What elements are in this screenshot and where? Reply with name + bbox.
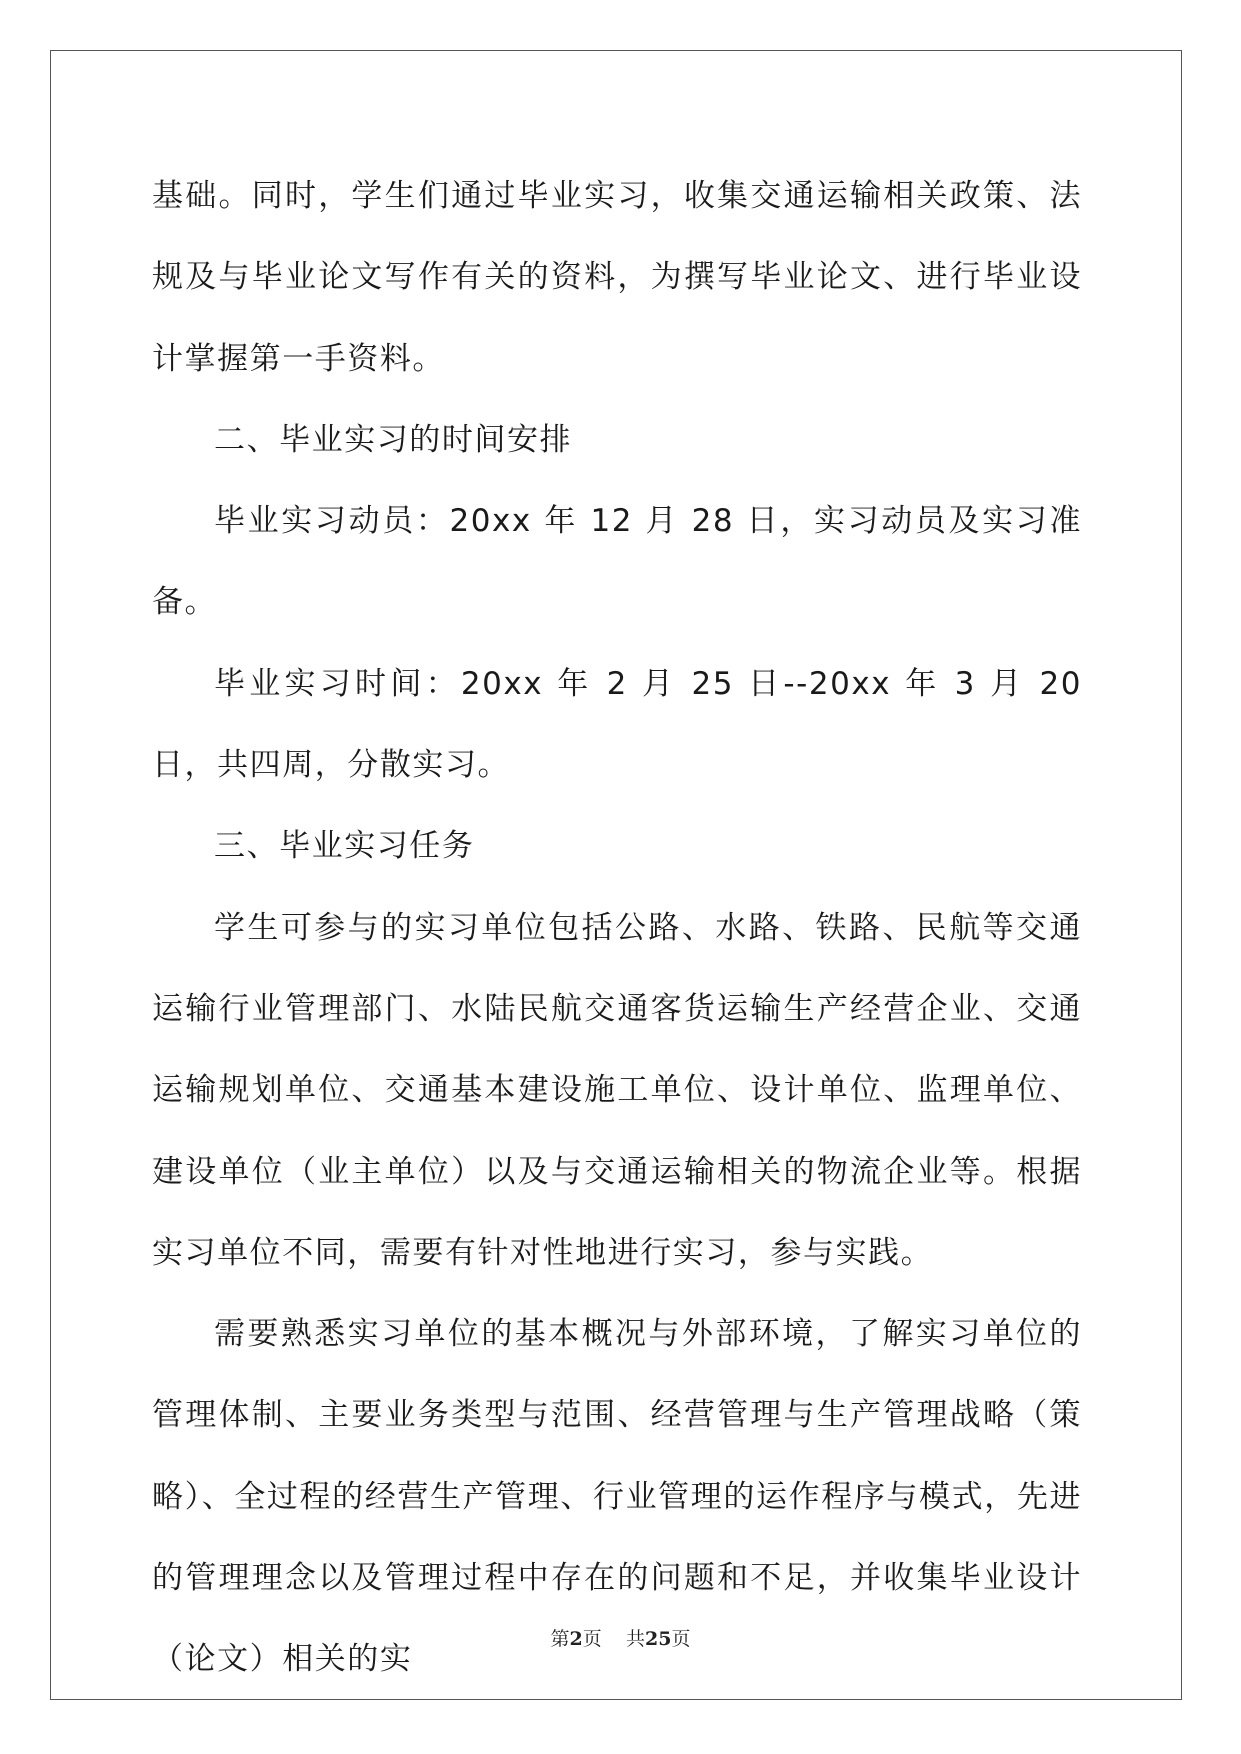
paragraph: 毕业实习动员：20xx 年 12 月 28 日，实习动员及实习准备。 <box>152 503 1082 621</box>
paragraph: 需要熟悉实习单位的基本概况与外部环境，了解实习单位的管理体制、主要业务类型与范围、经营管理与生产管理战略（策略）、全过程的经营生产管理、行业管理的运作程序与模式，先进的管理理念以及管理过程中存在的问题和不足，并收集毕业设计（论文）相关的实 <box>152 1316 1082 1678</box>
paragraph: 学生可参与的实习单位包括公路、水路、铁路、民航等交通运输行业管理部门、水陆民航交通客货运输生产经营企业、交通运输规划单位、交通基本建设施工单位、设计单位、监理单位、建设单位（业主单位）以及与交通运输相关的物流企业等。根据实习单位不同，需要有针对性地进行实习，参与实践。 <box>152 909 1082 1271</box>
paragraph: 基础。同时，学生们通过毕业实习，收集交通运输相关政策、法规及与毕业论文写作有关的资料，为撰写毕业论文、进行毕业设计掌握第一手资料。 <box>152 178 1082 377</box>
paragraph: 毕业实习时间：20xx 年 2 月 25 日--20xx 年 3 月 20 日，共四周，分散实习。 <box>152 665 1082 784</box>
section-heading: 二、毕业实习的时间安排 <box>214 421 573 458</box>
footer-total-unit: 页 <box>671 1628 691 1650</box>
footer-page-unit: 页 <box>582 1628 602 1650</box>
footer-total-prefix: 共 <box>625 1628 645 1650</box>
section-heading: 三、毕业实习任务 <box>214 828 475 865</box>
current-page-number: 2 <box>569 1628 583 1650</box>
page-footer <box>0 1624 1241 1651</box>
footer-prefix: 第 <box>550 1628 570 1650</box>
document-body <box>152 156 1082 1701</box>
total-pages-number: 25 <box>644 1628 672 1650</box>
